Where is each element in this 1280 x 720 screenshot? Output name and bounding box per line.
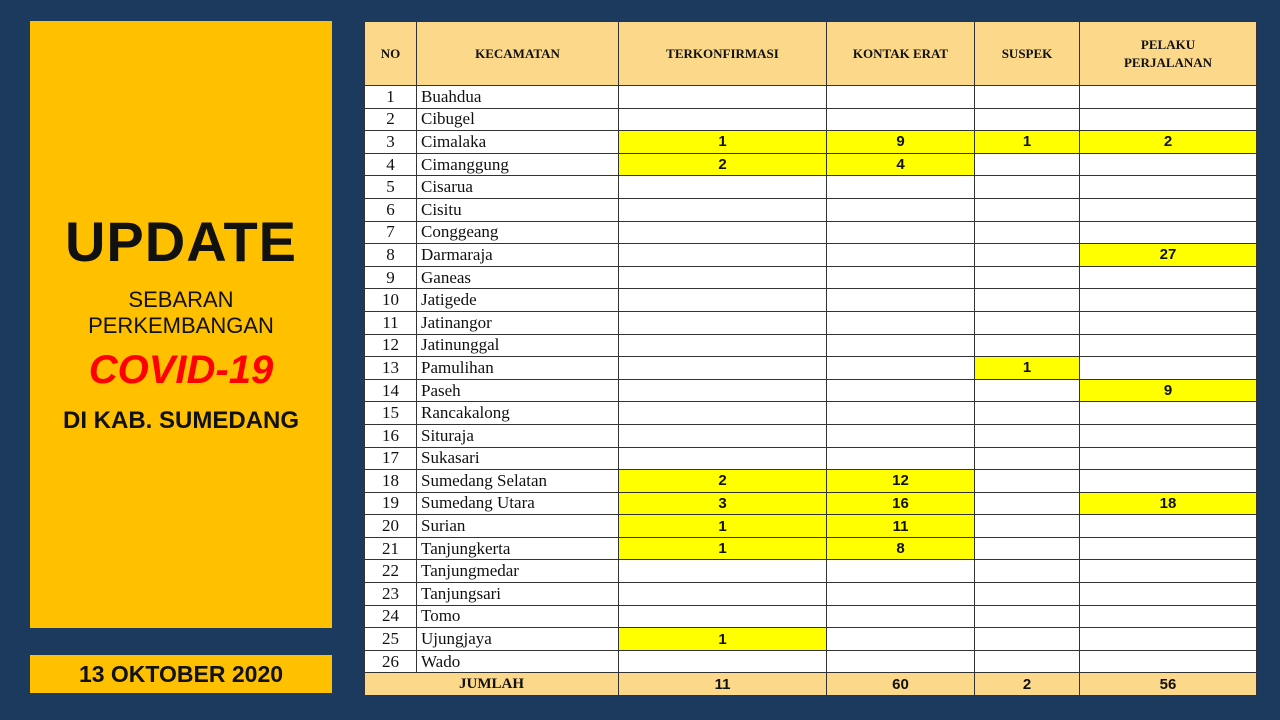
row-terkonfirmasi — [619, 379, 827, 402]
row-pelaku-perjalanan — [1080, 311, 1257, 334]
row-terkonfirmasi — [619, 560, 827, 583]
row-kontak-erat — [827, 334, 975, 357]
row-terkonfirmasi: 1 — [619, 515, 827, 538]
header-kecamatan: KECAMATAN — [417, 22, 619, 86]
row-number: 8 — [365, 244, 417, 267]
row-kontak-erat: 4 — [827, 153, 975, 176]
row-kontak-erat: 12 — [827, 470, 975, 493]
total-suspek: 2 — [975, 673, 1080, 696]
row-pelaku-perjalanan — [1080, 108, 1257, 131]
row-terkonfirmasi — [619, 108, 827, 131]
row-kontak-erat — [827, 176, 975, 199]
row-suspek — [975, 266, 1080, 289]
table-row — [365, 605, 1257, 628]
row-number: 6 — [365, 198, 417, 221]
table-row — [365, 628, 1257, 651]
row-number: 14 — [365, 379, 417, 402]
row-pelaku-perjalanan — [1080, 560, 1257, 583]
row-pelaku-perjalanan — [1080, 628, 1257, 651]
row-pelaku-perjalanan — [1080, 447, 1257, 470]
row-number: 25 — [365, 628, 417, 651]
date-label: 13 OKTOBER 2020 — [30, 655, 332, 693]
table-row — [365, 357, 1257, 380]
row-kontak-erat: 11 — [827, 515, 975, 538]
row-kecamatan: Cimalaka — [417, 131, 619, 154]
table-row — [365, 221, 1257, 244]
row-kecamatan: Sukasari — [417, 447, 619, 470]
row-kecamatan: Tanjungsari — [417, 583, 619, 606]
row-kecamatan: Tanjungkerta — [417, 537, 619, 560]
row-suspek — [975, 311, 1080, 334]
row-number: 21 — [365, 537, 417, 560]
row-terkonfirmasi — [619, 447, 827, 470]
row-kontak-erat — [827, 198, 975, 221]
row-terkonfirmasi — [619, 311, 827, 334]
row-terkonfirmasi — [619, 605, 827, 628]
row-suspek — [975, 289, 1080, 312]
row-kontak-erat — [827, 221, 975, 244]
table-row — [365, 379, 1257, 402]
row-number: 13 — [365, 357, 417, 380]
row-suspek — [975, 560, 1080, 583]
subtitle-sebaran: SEBARAN — [128, 287, 234, 312]
header-no: NO — [365, 22, 417, 86]
header-pelaku-line2: PERJALANAN — [1123, 54, 1213, 70]
header-kontak-erat: KONTAK ERAT — [827, 22, 975, 86]
row-terkonfirmasi: 3 — [619, 492, 827, 515]
row-terkonfirmasi — [619, 198, 827, 221]
table-row — [365, 266, 1257, 289]
row-kecamatan: Jatigede — [417, 289, 619, 312]
row-number: 17 — [365, 447, 417, 470]
row-kecamatan: Jatinangor — [417, 311, 619, 334]
table-row — [365, 470, 1257, 493]
total-kontak-erat: 60 — [827, 673, 975, 696]
row-pelaku-perjalanan — [1080, 198, 1257, 221]
table-row — [365, 311, 1257, 334]
row-number: 20 — [365, 515, 417, 538]
row-suspek: 1 — [975, 357, 1080, 380]
table-row — [365, 650, 1257, 673]
row-kecamatan: Cisarua — [417, 176, 619, 199]
row-terkonfirmasi — [619, 650, 827, 673]
row-number: 15 — [365, 402, 417, 425]
row-pelaku-perjalanan: 2 — [1080, 131, 1257, 154]
row-suspek — [975, 402, 1080, 425]
row-kecamatan: Cimanggung — [417, 153, 619, 176]
row-kecamatan: Tanjungmedar — [417, 560, 619, 583]
row-terkonfirmasi — [619, 244, 827, 267]
row-terkonfirmasi: 2 — [619, 470, 827, 493]
row-suspek — [975, 334, 1080, 357]
row-kecamatan: Pamulihan — [417, 357, 619, 380]
row-suspek — [975, 605, 1080, 628]
row-suspek — [975, 176, 1080, 199]
row-kontak-erat: 8 — [827, 537, 975, 560]
row-suspek — [975, 628, 1080, 651]
row-kecamatan: Surian — [417, 515, 619, 538]
row-kecamatan: Buahdua — [417, 86, 619, 109]
row-terkonfirmasi — [619, 402, 827, 425]
row-kecamatan: Rancakalong — [417, 402, 619, 425]
row-terkonfirmasi — [619, 86, 827, 109]
row-kontak-erat — [827, 424, 975, 447]
table-row — [365, 447, 1257, 470]
row-suspek — [975, 470, 1080, 493]
row-number: 11 — [365, 311, 417, 334]
row-terkonfirmasi — [619, 176, 827, 199]
row-kecamatan: Ujungjaya — [417, 628, 619, 651]
row-suspek — [975, 650, 1080, 673]
header-pelaku-perjalanan — [1080, 22, 1257, 86]
row-pelaku-perjalanan — [1080, 470, 1257, 493]
row-pelaku-perjalanan — [1080, 334, 1257, 357]
row-pelaku-perjalanan — [1080, 153, 1257, 176]
row-terkonfirmasi — [619, 221, 827, 244]
row-kontak-erat — [827, 244, 975, 267]
table-row — [365, 86, 1257, 109]
row-suspek — [975, 379, 1080, 402]
row-kontak-erat — [827, 583, 975, 606]
row-kontak-erat — [827, 108, 975, 131]
row-kontak-erat: 16 — [827, 492, 975, 515]
header-pelaku-line1: PELAKU — [1140, 36, 1196, 52]
row-kecamatan: Sumedang Selatan — [417, 470, 619, 493]
table-row — [365, 492, 1257, 515]
table-row — [365, 560, 1257, 583]
row-kontak-erat — [827, 266, 975, 289]
row-kontak-erat — [827, 605, 975, 628]
row-number: 4 — [365, 153, 417, 176]
row-kecamatan: Tomo — [417, 605, 619, 628]
row-suspek — [975, 537, 1080, 560]
total-pelaku-perjalanan: 56 — [1080, 673, 1257, 696]
row-kecamatan: Jatinunggal — [417, 334, 619, 357]
row-pelaku-perjalanan — [1080, 289, 1257, 312]
region-title: DI KAB. SUMEDANG — [62, 407, 299, 434]
header-suspek: SUSPEK — [975, 22, 1080, 86]
row-terkonfirmasi: 1 — [619, 131, 827, 154]
row-suspek — [975, 492, 1080, 515]
row-suspek — [975, 86, 1080, 109]
row-kontak-erat — [827, 357, 975, 380]
row-number: 19 — [365, 492, 417, 515]
row-number: 9 — [365, 266, 417, 289]
row-number: 26 — [365, 650, 417, 673]
row-suspek — [975, 244, 1080, 267]
total-terkonfirmasi: 11 — [619, 673, 827, 696]
title-panel — [30, 21, 332, 628]
row-kontak-erat — [827, 86, 975, 109]
row-kecamatan: Conggeang — [417, 221, 619, 244]
row-terkonfirmasi: 1 — [619, 537, 827, 560]
row-pelaku-perjalanan — [1080, 357, 1257, 380]
row-kecamatan: Cibugel — [417, 108, 619, 131]
table-row — [365, 537, 1257, 560]
row-terkonfirmasi: 1 — [619, 628, 827, 651]
row-kontak-erat — [827, 311, 975, 334]
row-suspek — [975, 108, 1080, 131]
row-number: 22 — [365, 560, 417, 583]
row-kecamatan: Wado — [417, 650, 619, 673]
row-pelaku-perjalanan — [1080, 176, 1257, 199]
row-terkonfirmasi — [619, 334, 827, 357]
row-kontak-erat — [827, 447, 975, 470]
table-row — [365, 131, 1257, 154]
row-kecamatan: Darmaraja — [417, 244, 619, 267]
row-pelaku-perjalanan: 18 — [1080, 492, 1257, 515]
table-row — [365, 424, 1257, 447]
row-pelaku-perjalanan: 9 — [1080, 379, 1257, 402]
row-number: 2 — [365, 108, 417, 131]
row-number: 7 — [365, 221, 417, 244]
row-suspek — [975, 447, 1080, 470]
table-row — [365, 108, 1257, 131]
covid-title: COVID-19 — [88, 348, 274, 392]
row-number: 10 — [365, 289, 417, 312]
row-pelaku-perjalanan — [1080, 266, 1257, 289]
row-terkonfirmasi — [619, 289, 827, 312]
row-pelaku-perjalanan — [1080, 583, 1257, 606]
row-kecamatan: Cisitu — [417, 198, 619, 221]
row-kontak-erat: 9 — [827, 131, 975, 154]
row-pelaku-perjalanan — [1080, 86, 1257, 109]
row-number: 24 — [365, 605, 417, 628]
row-suspek: 1 — [975, 131, 1080, 154]
row-terkonfirmasi: 2 — [619, 153, 827, 176]
row-kecamatan: Ganeas — [417, 266, 619, 289]
row-number: 16 — [365, 424, 417, 447]
row-pelaku-perjalanan — [1080, 650, 1257, 673]
row-number: 1 — [365, 86, 417, 109]
subtitle-perkembangan: PERKEMBANGAN — [88, 313, 274, 338]
row-suspek — [975, 153, 1080, 176]
row-kontak-erat — [827, 379, 975, 402]
covid-table-container — [364, 21, 1256, 693]
covid-table — [364, 21, 1257, 696]
row-kontak-erat — [827, 560, 975, 583]
row-terkonfirmasi — [619, 266, 827, 289]
row-kecamatan: Paseh — [417, 379, 619, 402]
total-label: JUMLAH — [365, 673, 619, 696]
table-row — [365, 153, 1257, 176]
update-title: UPDATE — [64, 210, 298, 273]
row-number: 18 — [365, 470, 417, 493]
row-number: 12 — [365, 334, 417, 357]
row-kontak-erat — [827, 402, 975, 425]
row-pelaku-perjalanan — [1080, 515, 1257, 538]
row-pelaku-perjalanan — [1080, 537, 1257, 560]
total-row — [365, 673, 1257, 696]
row-pelaku-perjalanan — [1080, 605, 1257, 628]
row-pelaku-perjalanan — [1080, 424, 1257, 447]
table-row — [365, 583, 1257, 606]
row-terkonfirmasi — [619, 424, 827, 447]
row-terkonfirmasi — [619, 583, 827, 606]
row-terkonfirmasi — [619, 357, 827, 380]
row-kontak-erat — [827, 289, 975, 312]
row-pelaku-perjalanan: 27 — [1080, 244, 1257, 267]
table-row — [365, 198, 1257, 221]
row-suspek — [975, 198, 1080, 221]
row-suspek — [975, 221, 1080, 244]
row-kontak-erat — [827, 650, 975, 673]
table-row — [365, 515, 1257, 538]
row-suspek — [975, 424, 1080, 447]
table-row — [365, 402, 1257, 425]
row-number: 3 — [365, 131, 417, 154]
table-header-row — [365, 22, 1257, 86]
row-kecamatan: Sumedang Utara — [417, 492, 619, 515]
row-kontak-erat — [827, 628, 975, 651]
table-row — [365, 334, 1257, 357]
header-terkonfirmasi: TERKONFIRMASI — [619, 22, 827, 86]
row-suspek — [975, 583, 1080, 606]
row-kecamatan: Situraja — [417, 424, 619, 447]
row-pelaku-perjalanan — [1080, 221, 1257, 244]
row-suspek — [975, 515, 1080, 538]
row-pelaku-perjalanan — [1080, 402, 1257, 425]
table-row — [365, 176, 1257, 199]
row-number: 23 — [365, 583, 417, 606]
table-row — [365, 244, 1257, 267]
row-number: 5 — [365, 176, 417, 199]
table-row — [365, 289, 1257, 312]
